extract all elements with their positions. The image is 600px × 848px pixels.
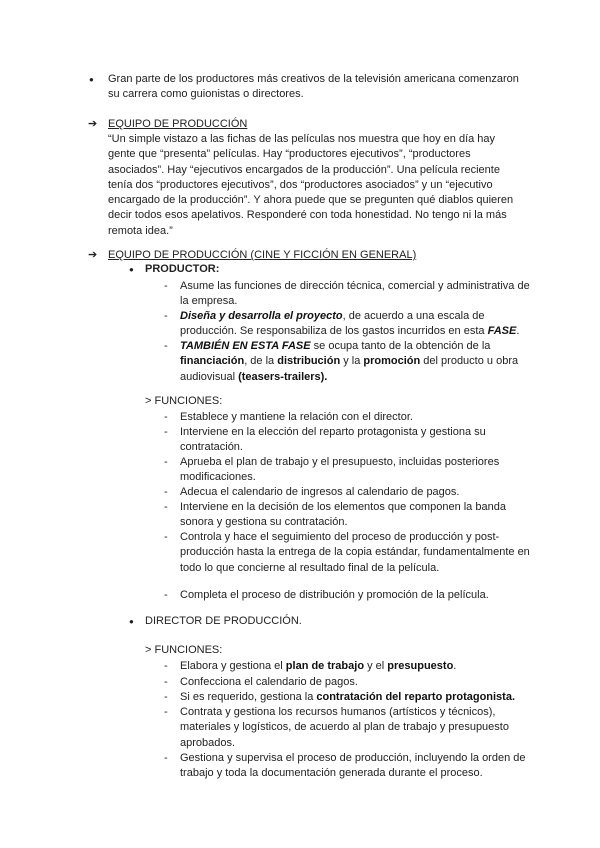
dash-icon: -: [164, 752, 168, 764]
list-item: [180, 659, 530, 674]
list-item: [180, 279, 530, 310]
bullet-icon: ●: [89, 75, 94, 84]
productor-title: PRODUCTOR:: [145, 263, 220, 275]
bullet-icon: ●: [129, 617, 134, 626]
list-item: [180, 588, 530, 603]
text-segment: Elabora y gestiona el: [180, 660, 286, 672]
text-segment: del producto u obra audiovisual: [180, 355, 519, 383]
text-segment: Aprueba el plan de trabajo y el presupuesto, incluidas posteriores modificaciones.: [180, 456, 500, 484]
list-item: [180, 500, 530, 531]
text-segment: Asume las funciones de dirección técnica, comercial y administrativa de la empresa.: [180, 280, 530, 308]
text-segment: .: [516, 325, 520, 338]
dash-icon: -: [164, 340, 168, 352]
dash-icon: -: [164, 706, 168, 718]
quote-paragraph: “Un simple vistazo a las fichas de las películas nos muestra que hoy en día hay gente que “presenta” películas. Hay “productores ejecutivos”, “productores asociados”. Hay “ejecutivos encargados de la producción”. Una película reciente tenía dos “productores ejecutivos”, dos “productores asociados” y un “ejecutivo encargado de la producción”. Y ahora puede que se pregunten qué diablos quieren decir todos esos apelativos. Responderé con toda honestidad. No tengo ni la más remota idea.”: [108, 133, 514, 237]
list-item: [180, 425, 530, 456]
list-item: [180, 690, 530, 705]
bold-text: distribución: [277, 355, 341, 368]
text-segment: se ocupa tanto de la obtención de la: [310, 340, 491, 352]
bold-text: FASE: [487, 325, 517, 338]
funciones-label: > FUNCIONES:: [145, 644, 223, 656]
dash-icon: -: [164, 486, 168, 498]
list-item: [180, 675, 530, 690]
list-item: [180, 410, 530, 425]
list-item: [180, 485, 530, 500]
bold-text: (teasers-trailers).: [238, 370, 328, 383]
text-segment: Gran parte de los productores más creativos de la televisión americana comenzaron su carrera como guionistas o directores.: [108, 73, 519, 101]
text-segment: Contrata y gestiona los recursos humanos (artísticos y técnicos), materiales y logísticos, de acuerdo al plan de trabajo y presupuesto aprobados.: [180, 706, 509, 749]
arrow-icon: ➔: [88, 249, 98, 261]
text-segment: y la: [340, 355, 364, 368]
text-segment: Si es requerido, gestiona la: [180, 691, 317, 703]
dash-icon: -: [164, 501, 168, 513]
bold-text: Diseña y desarrolla el proyecto: [180, 310, 343, 322]
bold-text: TAMBIÉN EN ESTA FASE: [180, 340, 311, 352]
dash-icon: -: [164, 456, 168, 468]
list-item: [180, 751, 530, 782]
list-item: [180, 705, 530, 751]
section-heading: EQUIPO DE PRODUCCIÓN (CINE Y FICCIÓN EN GENERAL): [108, 249, 417, 261]
text-segment: Establece y mantiene la relación con el director.: [180, 411, 413, 423]
arrow-icon: ➔: [88, 118, 98, 130]
dash-icon: -: [164, 691, 168, 703]
dash-icon: -: [164, 411, 168, 423]
text-segment: Interviene en la decisión de los elementos que componen la banda sonora y gestiona su contratación.: [180, 501, 506, 529]
list-item: [180, 309, 530, 340]
text-segment: y el: [364, 660, 388, 672]
funciones-label: > FUNCIONES:: [145, 395, 223, 407]
text-segment: .: [453, 660, 457, 672]
dash-icon: -: [164, 589, 168, 601]
bold-text: promoción: [363, 355, 421, 368]
dash-icon: -: [164, 280, 168, 292]
dash-icon: -: [164, 660, 168, 672]
dash-icon: -: [164, 676, 168, 688]
bullet-icon: ●: [129, 265, 134, 274]
list-item: [180, 339, 530, 385]
director-title: DIRECTOR DE PRODUCCIÓN.: [145, 615, 302, 627]
section-heading: EQUIPO DE PRODUCCIÓN: [108, 118, 248, 130]
text-segment: Confecciona el calendario de pagos.: [180, 676, 358, 688]
text-segment: Gestiona y supervisa el proceso de producción, incluyendo la orden de trabajo y toda la documentación generada durante el proceso.: [180, 752, 526, 780]
dash-icon: -: [164, 310, 168, 322]
dash-icon: -: [164, 426, 168, 438]
intro-bullet-text: [108, 72, 533, 103]
list-item: [180, 455, 530, 486]
text-segment: , de la: [244, 355, 278, 368]
dash-icon: -: [164, 531, 168, 543]
list-item: [180, 530, 530, 576]
bold-text: presupuesto: [387, 660, 454, 672]
text-segment: , de acuerdo a una escala de producción. Se responsabiliza de los gastos incurridos en esta: [180, 310, 488, 338]
bold-text: financiación: [180, 355, 245, 368]
bold-text: contratación del reparto protagonista.: [316, 691, 516, 703]
text-segment: Adecua el calendario de ingresos al calendario de pagos.: [180, 486, 460, 498]
text-segment: Controla y hace el seguimiento del proceso de producción y post-producción hasta la entrega de la copia estándar, fundamentalmente en todo lo que concierne al resultado final de la película.: [180, 531, 530, 574]
bold-text: plan de trabajo: [285, 660, 365, 672]
text-segment: Completa el proceso de distribución y promoción de la película.: [180, 589, 489, 601]
text-segment: Interviene en la elección del reparto protagonista y gestiona su contratación.: [180, 426, 486, 454]
